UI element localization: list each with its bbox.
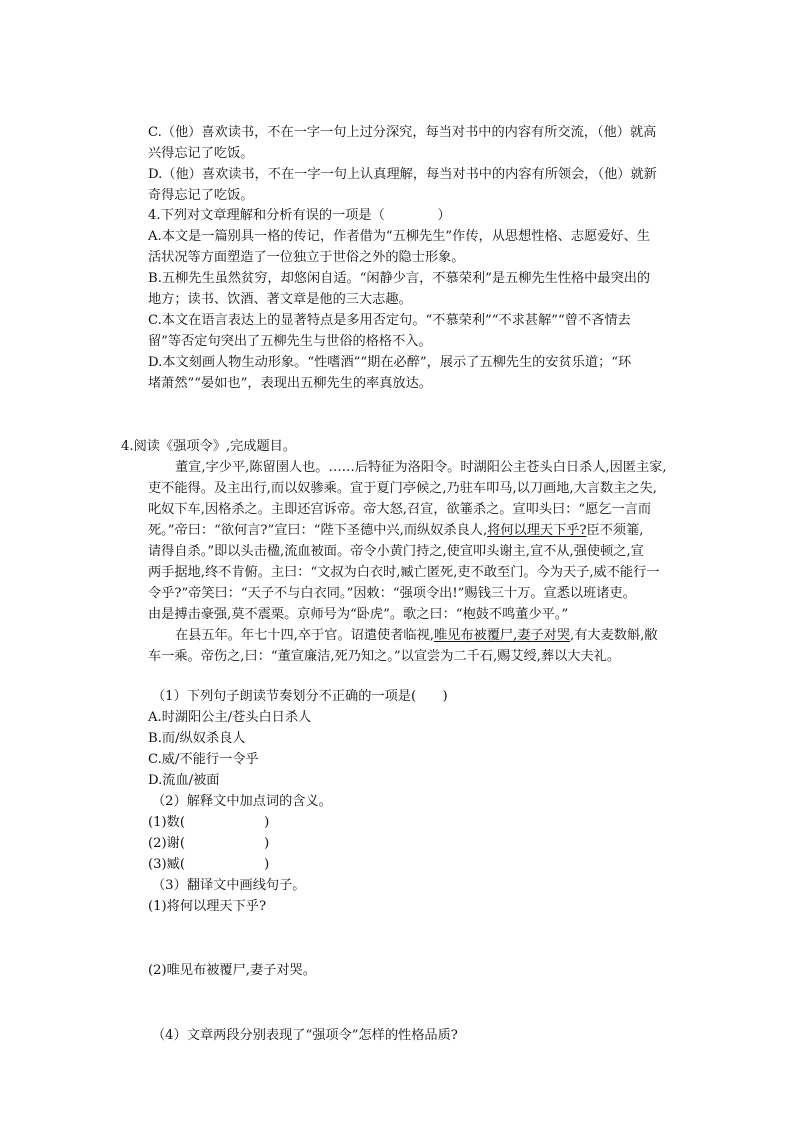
underlined-sentence-1: 将何以理天下乎? — [487, 523, 587, 538]
passage2-line1 — [175, 627, 658, 645]
passage1-line7: 令乎?”帝笑曰：“天子不与白衣同。”因敕：“强项令出!”赐钱三十万。宣悉以班诸吏。 — [148, 586, 636, 601]
q4-option-a-line2: 活状况等方面塑造了一位独立于世俗之外的隐士形象。 — [148, 250, 465, 265]
q2-item-1: (1)数( ) — [148, 815, 270, 830]
q4-option-d-line1: D.本文刻画人物生动形象。“性嗜酒”“期在必醉”，展示了五柳先生的安贫乐道；“环 — [148, 355, 632, 370]
q4-option-c-line1: C.本文在语言表达上的显著特点是多用否定句。“不慕荣利”“不求甚解”“曾不吝情去 — [148, 313, 631, 328]
passage1-line4-tail: 臣不须箠, — [586, 523, 644, 538]
passage1-line4 — [148, 522, 643, 540]
passage2-line1-tail: ,有大麦数斛,敝 — [570, 628, 658, 643]
q4-option-a-line1: A.本文是一篇别具一格的传记，作者借为“五柳先生”作传，从思想性格、志愿爱好、生 — [148, 229, 650, 244]
question-1: （1）下列句子朗读节奏划分不正确的一项是( ) — [152, 689, 448, 704]
question-2: （2）解释文中加点词的含义。 — [152, 794, 332, 809]
q4-option-b-line2: 地方；读书、饮酒、著文章是他的三大志趣。 — [148, 292, 412, 307]
passage1-line5: 请得自杀。”即以头击楹,流血被面。帝令小黄门持之,使宣叩头谢主,宣不从,强使顿之,宣 — [148, 544, 644, 559]
q3-item-1: (1)将何以理天下乎? — [148, 899, 267, 914]
passage1-line2: 吏不能得。及主出行,而以奴骖乘。宣于夏门亭候之,乃驻车叩马,以刀画地,大言数主之失, — [148, 481, 657, 496]
q1-option-c: C.威/不能行一令乎 — [148, 752, 259, 767]
question-4: （4）文章两段分别表现了“强项令”怎样的性格品质? — [152, 1028, 458, 1043]
q4-option-d-line2: 堵萧然”“晏如也”，表现出五柳先生的率真放达。 — [148, 376, 432, 391]
q3-item-2: (2)唯见布被覆尸,妻子对哭。 — [148, 963, 316, 978]
q1-option-d: D.流血/被面 — [148, 773, 220, 788]
question-3: （3）翻译文中画线句子。 — [152, 878, 306, 893]
q4-option-b-line1: B.五柳先生虽然贫穷，却悠闲自适。“闲静少言，不慕荣利”是五柳先生性格中最突出的 — [148, 271, 651, 286]
passage2-line2: 车一乘。帝伤之,曰：“董宣廉洁,死乃知之。”以宣尝为二千石,赐艾绶,葬以大夫礼。 — [148, 649, 621, 664]
q3-option-c-line2: 兴得忘记了吃饭。 — [148, 146, 254, 161]
q2-item-2: (2)谢( ) — [148, 836, 270, 851]
q3-option-c-line1: C.（他）喜欢读书，不在一字一句上过分深究，每当对书中的内容有所交流，（他）就高 — [148, 125, 657, 140]
passage2-line1-head: 在县五年。年七十四,卒于官。诏遣使者临视, — [175, 628, 434, 643]
q2-item-3: (3)臧( ) — [148, 857, 270, 872]
passage1-line4-text: 死。”帝曰：“欲何言?”宣曰：“陛下圣德中兴,而纵奴杀良人, — [148, 523, 488, 538]
passage1-line6: 两手据地,终不肯俯。主曰：“文叔为白衣时,臧亡匿死,吏不敢至门。今为天子,威不能行一 — [148, 565, 660, 580]
q4-option-c-line2: 留”等否定句突出了五柳先生与世俗的格格不入。 — [148, 334, 432, 349]
q3-option-d-line2: 奇得忘记了吃饭。 — [148, 188, 254, 203]
passage1-line8: 由是搏击豪强,莫不震栗。京师号为“卧虎”。歌之曰：“枹鼓不鸣董少平。” — [148, 607, 569, 622]
passage1-line3: 叱奴下车,因格杀之。主即还宫诉帝。帝大怒,召宣，欲箠杀之。宣叩头曰：“愿乞一言而 — [148, 502, 652, 517]
section-heading: 4.阅读《强项令》,完成题目。 — [121, 439, 297, 454]
q3-option-d-line1: D.（他）喜欢读书，不在一字一句上认真理解，每当对书中的内容有所领会，（他）就新 — [148, 167, 657, 182]
passage1-line1: 董宣,字少平,陈留圉人也。……后特征为洛阳令。时湖阳公主苍头白日杀人,因匿主家, — [175, 460, 667, 475]
q1-option-a: A.时湖阳公主/苍头白日杀人 — [148, 710, 312, 725]
q4-stem: 4.下列对文章理解和分析有误的一项是（ ） — [148, 208, 451, 223]
q1-option-b: B.而/纵奴杀良人 — [148, 731, 246, 746]
underlined-sentence-2: 唯见布被覆尸,妻子对哭 — [433, 628, 571, 643]
